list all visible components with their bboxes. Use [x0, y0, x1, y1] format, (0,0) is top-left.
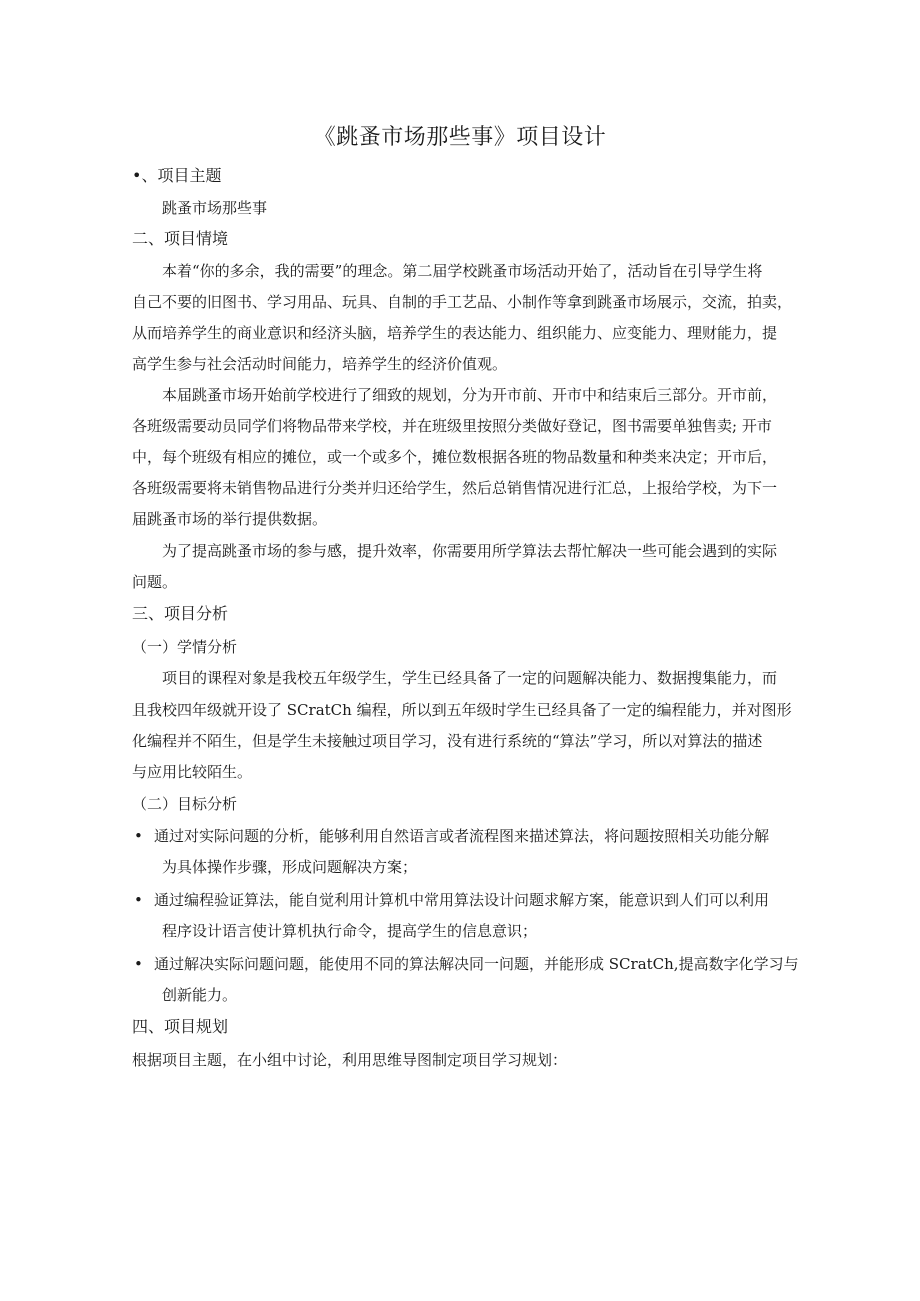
paragraph-line: 为了提高跳蚤市场的参与感，提升效率，你需要用所学算法去帮忙解决一些可能会遇到的实际	[162, 542, 778, 560]
bullet-line: 为具体操作步骤，形成问题解决方案；	[162, 858, 418, 876]
paragraph-line: 各班级需要将未销售物品进行分类并归还给学生，然后总销售情况进行汇总，上报给学校，为下一	[132, 479, 778, 497]
paragraph-line: 问题。	[132, 573, 178, 591]
section-heading-theme: •、项目主题	[132, 166, 222, 185]
section-heading-plan: 四、项目规划	[132, 1017, 229, 1036]
bullet-icon: •	[134, 891, 143, 909]
paragraph-line: 届跳蚤市场的举行提供数据。	[132, 510, 328, 528]
paragraph-line: 从而培养学生的商业意识和经济头脑，培养学生的表达能力、组织能力、应变能力、理财能力，提	[132, 324, 778, 342]
paragraph-line: 各班级需要动员同学们将物品带来学校，并在班级里按照分类做好登记，图书需要单独售卖; 开市	[132, 417, 772, 435]
paragraph-line: 自己不要的旧图书、学习用品、玩具、自制的手工艺品、小制作等拿到跳蚤市场展示，交流，拍卖，	[132, 293, 793, 311]
paragraph-line: 与应用比较陌生。	[132, 763, 253, 781]
paragraph-line: 高学生参与社会活动时间能力，培养学生的经济价值观。	[132, 355, 508, 373]
bullet-line: 通过对实际问题的分析，能够利用自然语言或者流程图来描述算法，将问题按照相关功能分解	[154, 827, 770, 845]
paragraph-line: 项目的课程对象是我校五年级学生，学生已经具备了一定的问题解决能力、数据搜集能力，而	[162, 669, 778, 687]
paragraph-line: 本着“你的多余，我的需要”的理念。第二届学校跳蚤市场活动开始了，活动旨在引导学生将	[162, 262, 763, 280]
paragraph-line: 中，每个班级有相应的摊位，或一个或多个，摊位数根据各班的物品数量和种类来决定；开市后，	[132, 448, 778, 466]
bullet-line: 通过编程验证算法，能自觉利用计算机中常用算法设计问题求解方案，能意识到人们可以利用	[154, 891, 770, 909]
subheading-goal-analysis: （二）目标分析	[132, 795, 238, 813]
subheading-learner-analysis: （一）学情分析	[132, 638, 238, 656]
bullet-line: 程序设计语言使计算机执行命令，提高学生的信息意识；	[162, 922, 538, 940]
section-heading-analysis: 三、项目分析	[132, 604, 229, 623]
bullet-icon: •	[134, 955, 143, 973]
section-heading-context: 二、项目情境	[132, 229, 229, 248]
paragraph-line: 本届跳蚤市场开始前学校进行了细致的规划，分为开市前、开市中和结束后三部分。开市前，	[162, 386, 778, 404]
bullet-line: 创新能力。	[162, 986, 238, 1004]
paragraph-line: 且我校四年级就开设了 SCratCh 编程，所以到五年级时学生已经具备了一定的编程能力，并对图形	[132, 701, 792, 719]
bullet-icon: •	[134, 827, 143, 845]
paragraph-line: 化编程并不陌生，但是学生未接触过项目学习，没有进行系统的“算法”学习，所以对算法的描述	[132, 732, 763, 750]
document-title: 《跳蚤市场那些事》项目设计	[313, 125, 607, 150]
theme-body: 跳蚤市场那些事	[162, 199, 268, 217]
bullet-line: 通过解决实际问题问题，能使用不同的算法解决同一问题，并能形成 SCratCh,提高数字化学习与	[154, 955, 799, 973]
plan-body: 根据项目主题，在小组中讨论，利用思维导图制定项目学习规划：	[132, 1051, 568, 1069]
